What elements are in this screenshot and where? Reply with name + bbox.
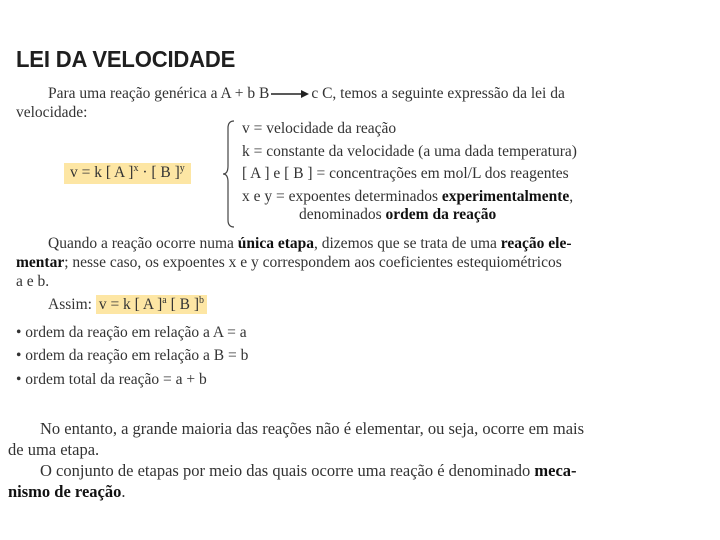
single-step-t1: Quando a reação ocorre numa bbox=[48, 235, 238, 252]
reaction-arrow-icon bbox=[271, 89, 309, 99]
however-line2: de uma etapa. bbox=[8, 440, 100, 459]
single-step-t3: ; nesse caso, os expoentes x e y correspondem aos coeficientes estequiométricos bbox=[64, 254, 562, 271]
assim-base: v = k [ A ] bbox=[98, 296, 163, 313]
however-line1: No entanto, a grande maioria das reações não é elementar, ou seja, ocorre em mais bbox=[40, 419, 585, 438]
mechanism-paragraph bbox=[8, 460, 678, 502]
definition-exponents bbox=[242, 187, 573, 206]
definition-concentrations: [ A ] e [ B ] = concentrações em mol/L dos reagentes bbox=[242, 165, 569, 182]
single-step-t2: , dizemos que se trata de uma bbox=[314, 235, 501, 252]
assim-formula bbox=[96, 295, 207, 314]
exponents-bold2: ordem da reação bbox=[385, 206, 497, 223]
single-step-b2: reação ele- bbox=[500, 235, 572, 252]
intro-line1-start: Para uma reação genérica a A + b B bbox=[48, 85, 270, 102]
formula-exponent-y: y bbox=[179, 163, 185, 174]
single-step-t4: a e b. bbox=[16, 273, 50, 290]
page-title: LEI DA VELOCIDADE bbox=[16, 46, 236, 72]
exponents-text1: expoentes determinados bbox=[288, 188, 442, 205]
bullet-order-b: • ordem da reação em relação a B = b bbox=[16, 347, 249, 364]
mechanism-bold1: meca- bbox=[534, 461, 577, 480]
exponents-text1-end: , bbox=[569, 188, 574, 205]
exponents-bold1: experimentalmente bbox=[441, 188, 570, 205]
mechanism-bold2: nismo de reação bbox=[8, 482, 122, 501]
intro-line2: velocidade: bbox=[16, 104, 88, 121]
definition-exponents-cont bbox=[299, 205, 496, 224]
intro-paragraph bbox=[16, 84, 656, 122]
curly-brace-icon bbox=[222, 120, 236, 228]
formula-base: v = k [ A ] bbox=[70, 164, 134, 181]
assim-mid: [ B ] bbox=[166, 296, 199, 313]
single-step-b3: mentar bbox=[16, 254, 65, 271]
assim-label: Assim: bbox=[48, 296, 96, 313]
single-step-paragraph bbox=[16, 234, 656, 291]
exponents-text2: denominados bbox=[299, 206, 386, 223]
intro-line1-end: c C, temos a seguinte expressão da lei da bbox=[311, 85, 565, 102]
assim-exponent-a: a bbox=[162, 295, 167, 306]
formula-mid: · [ B ] bbox=[138, 164, 180, 181]
definition-k: k = constante da velocidade (a uma dada temperatura) bbox=[242, 143, 577, 160]
assim-line bbox=[48, 295, 207, 314]
definition-v: v = velocidade da reação bbox=[242, 120, 397, 137]
rate-law-formula bbox=[64, 163, 191, 184]
assim-exponent-b: b bbox=[199, 295, 204, 306]
single-step-b1: única etapa bbox=[237, 235, 314, 252]
mechanism-text: O conjunto de etapas por meio das quais ocorre uma reação é denominado bbox=[40, 461, 535, 480]
exponents-label: x e y = bbox=[242, 188, 285, 205]
bullet-order-total: • ordem total da reação = a + b bbox=[16, 371, 207, 388]
bullet-order-a: • ordem da reação em relação a A = a bbox=[16, 324, 247, 341]
mechanism-end: . bbox=[121, 482, 126, 501]
however-paragraph bbox=[8, 418, 678, 460]
formula-exponent-x: x bbox=[133, 163, 139, 174]
